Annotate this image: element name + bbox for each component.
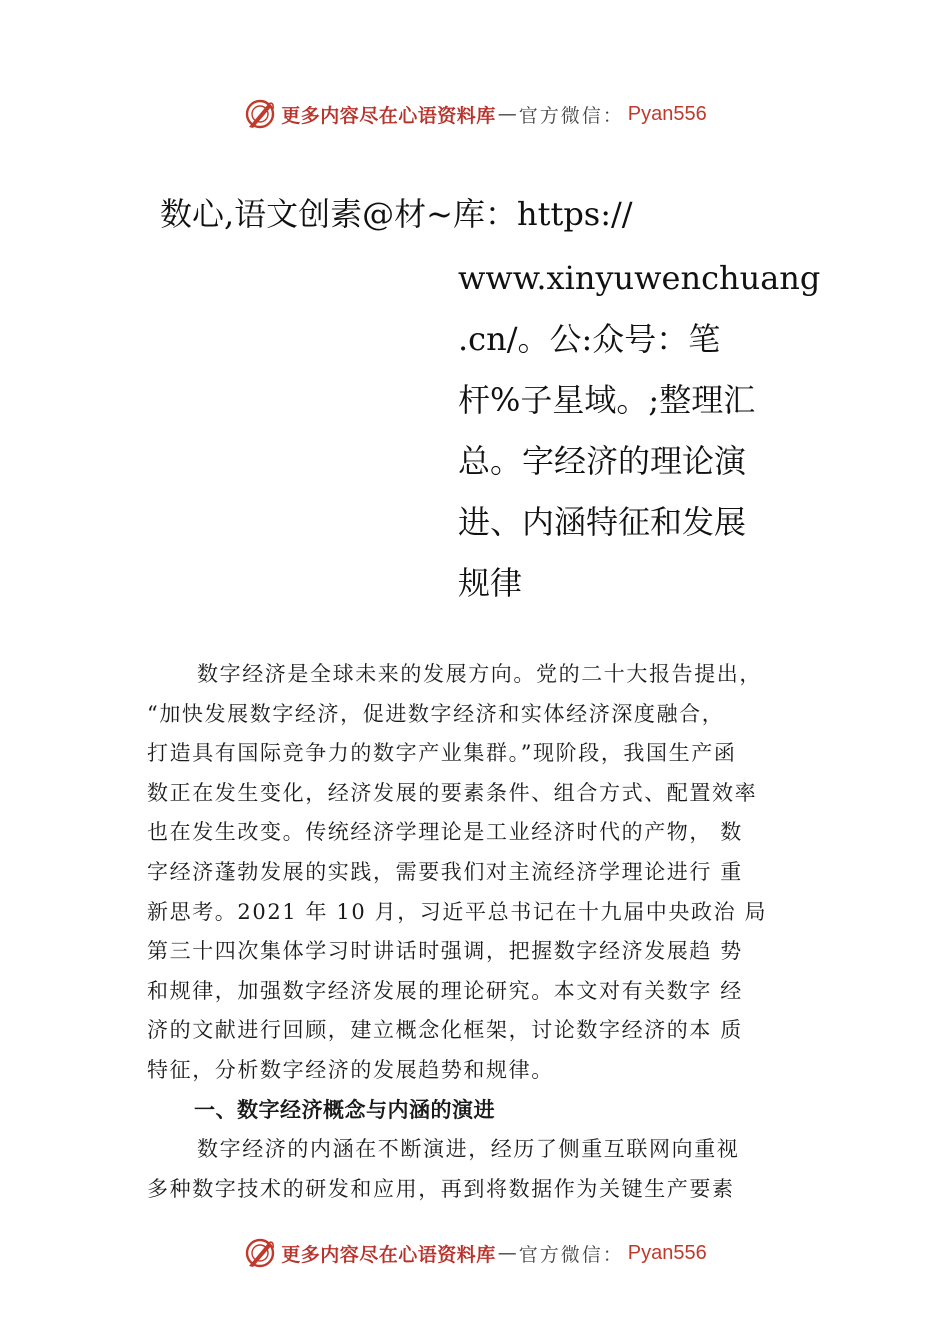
quill-circle-logo-icon	[243, 97, 277, 131]
body-line: 多种数字技术的研发和应用，再到将数据作为关键生产要素	[147, 1176, 735, 1201]
title-line: 规律	[458, 564, 523, 602]
body-line: 打造具有国际竞争力的数字产业集群。”现阶段，我国生产函	[147, 741, 737, 766]
banner-wechat-label: 官方微信：	[518, 104, 624, 127]
body-line: 数字经济是全球未来的发展方向。党的二十大报告提出，	[197, 662, 762, 686]
quill-circle-logo-icon	[243, 1236, 277, 1270]
banner-wechat-id: Pyan556	[627, 102, 707, 125]
title-line-1: 数心,语文创素@材~库：https://	[160, 195, 633, 233]
title-line: 进、内涵特征和发展	[458, 503, 747, 541]
banner-wechat-id: Pyan556	[627, 1241, 707, 1264]
body-line: 也在发生改变。传统经济学理论是工业经济时代的产物， 数	[147, 820, 743, 845]
body-line: “加快发展数字经济，促进数字经济和实体经济深度融合，	[147, 701, 725, 726]
body-line: 第三十四次集体学习时讲话时强调，把握数字经济发展趋 势	[147, 939, 743, 964]
header-banner	[0, 94, 950, 134]
title-line: 杆%子星域。;整理汇	[458, 381, 756, 419]
body-line: 新思考。2021 年 10 月，习近平总书记在十九届中央政治 局	[147, 899, 768, 924]
body-line: 和规律，加强数字经济发展的理论研究。本文对有关数字 经	[147, 978, 743, 1003]
banner-wechat-label: 官方微信：	[518, 1243, 624, 1266]
title-line: .cn/。公:众号：笔	[458, 320, 721, 358]
title-line: 总。字经济的理论演	[458, 442, 747, 480]
section-heading: 一、数字经济概念与内涵的演进	[194, 1097, 495, 1122]
body-line: 数字经济的内涵在不断演进，经历了侧重互联网向重视	[197, 1137, 740, 1162]
banner-site-name: 更多内容尽在心语资料库	[281, 104, 496, 127]
banner-separator: —	[497, 103, 517, 125]
banner-site-name: 更多内容尽在心语资料库	[281, 1243, 496, 1266]
body-line: 济的文献进行回顾，建立概念化框架，讨论数字经济的本 质	[147, 1018, 743, 1043]
title-block	[458, 248, 821, 614]
body-line: 数正在发生变化，经济发展的要素条件、组合方式、配置效率	[147, 780, 758, 805]
title-line: www.xinyuwenchuang	[458, 259, 821, 297]
body-line: 特征，分析数字经济的发展趋势和规律。	[147, 1057, 554, 1082]
banner-separator: —	[497, 1242, 517, 1264]
footer-banner	[0, 1233, 950, 1273]
body-line: 字经济蓬勃发展的实践，需要我们对主流经济学理论进行 重	[147, 859, 743, 884]
document-body	[147, 655, 837, 1209]
